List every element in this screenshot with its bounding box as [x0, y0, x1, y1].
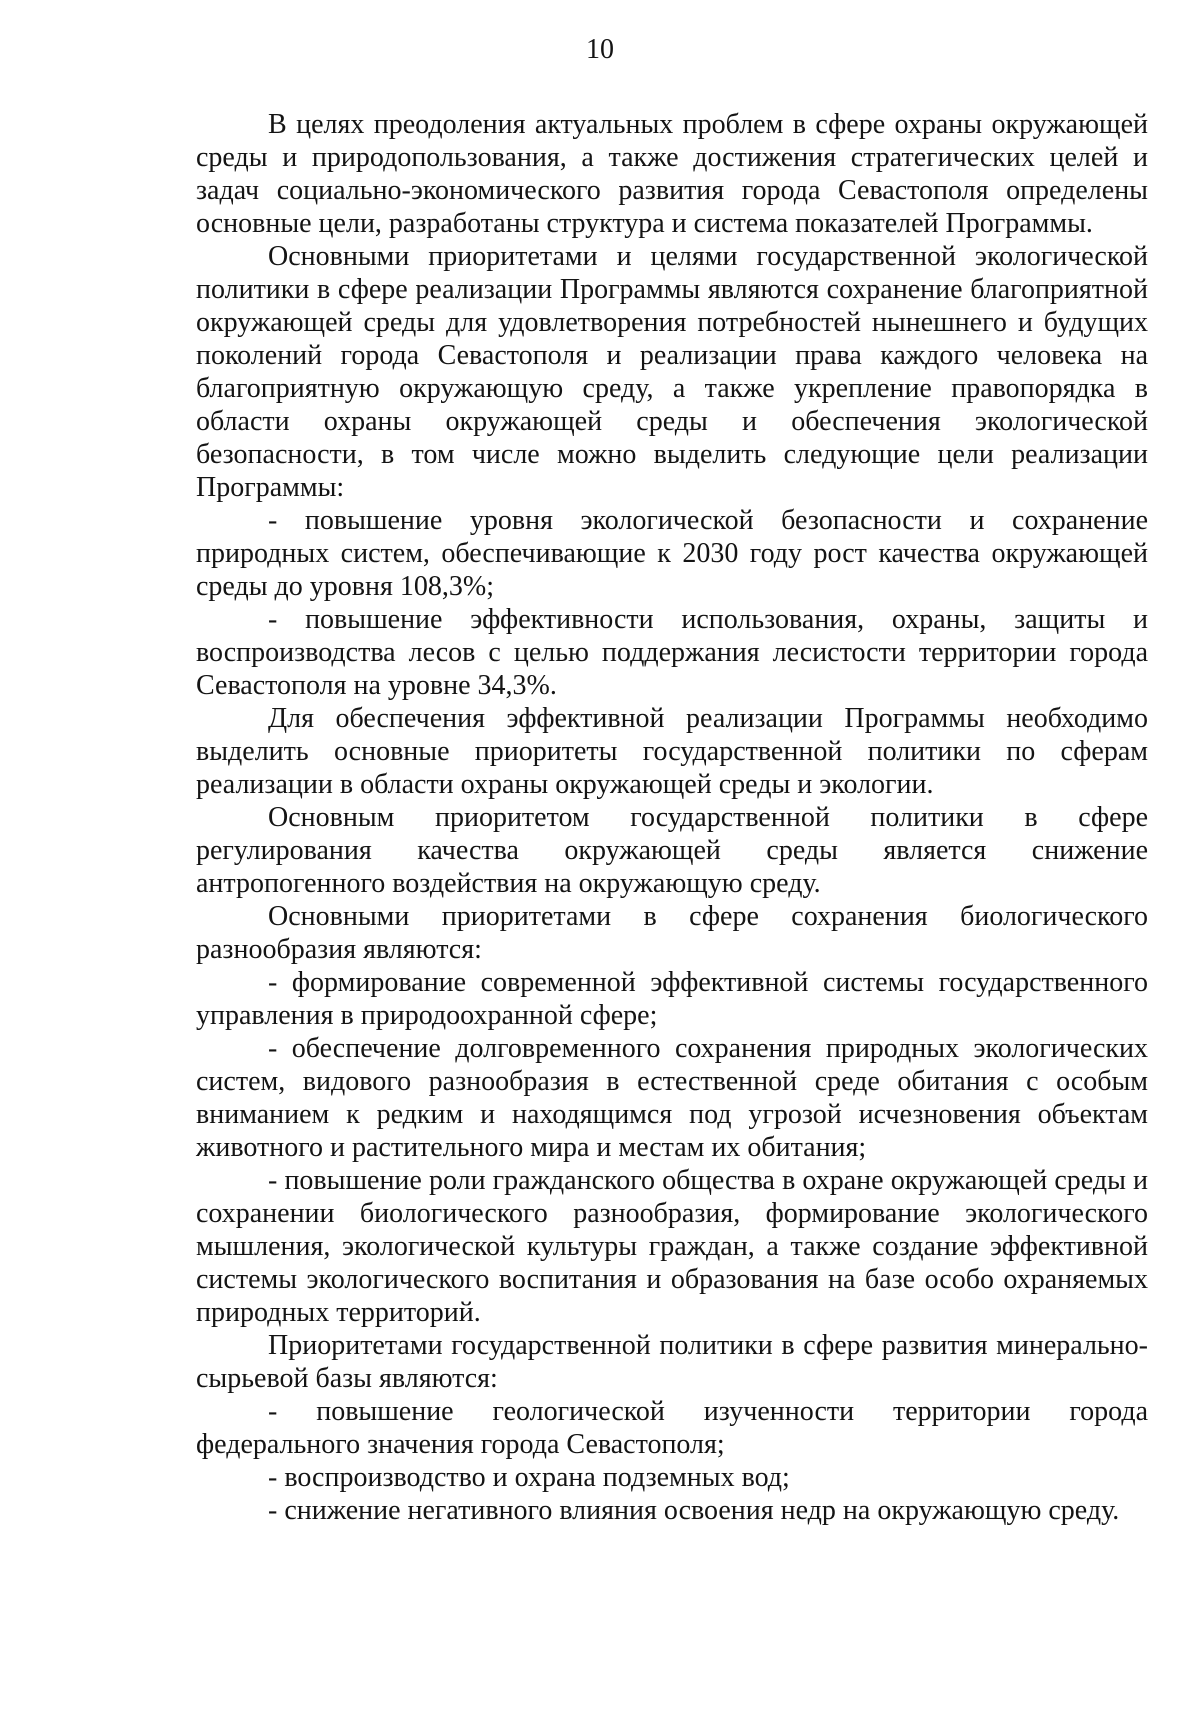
list-item-groundwater: - воспроизводство и охрана подземных вод;	[268, 1462, 790, 1493]
list-item-governance-system: - формирование современной эффективной системы государственного управления в природоохранной сфере;	[196, 967, 1148, 1031]
paragraph-priorities: Основными приоритетами и целями государственной экологической политики в сфере реализации Программы являются сохранение благоприятной окружающей среды для удовлетворения потребностей нынешнего и будущих поколений города Севастополя и реализации права каждого человека на благоприятную окружающую среду, а также укрепление правопорядка в области охраны окружающей среды и обеспечения экологической безопасности, в том числе можно выделить следующие цели реализации Программы:	[196, 241, 1148, 503]
document-body	[196, 108, 1148, 1527]
list-item-goal-forests: - повышение эффективности использования, охраны, защиты и воспроизводства лесов с целью поддержания лесистости территории города Севастополя на уровне 34,3%.	[196, 604, 1148, 701]
list-item-ecosystem-conservation: - обеспечение долговременного сохранения природных экологических систем, видового разнообразия в естественной среде обитания с особым вниманием к редким и находящимся под угрозой исчезновения объектам животного и растительного мира и местам их обитания;	[196, 1033, 1148, 1163]
list-item-geological-study: - повышение геологической изученности территории города федерального значения города Севастополя;	[196, 1396, 1148, 1460]
paragraph-policy-spheres: Для обеспечения эффективной реализации Программы необходимо выделить основные приоритеты государственной политики по сферам реализации в области охраны окружающей среды и экологии.	[196, 703, 1148, 800]
page-number: 10	[586, 34, 614, 65]
list-item-subsoil-impact: - снижение негативного влияния освоения недр на окружающую среду.	[268, 1495, 1120, 1526]
list-item-civil-society: - повышение роли гражданского общества в охране окружающей среды и сохранении биологического разнообразия, формирование экологического мышления, экологической культуры граждан, а также создание эффективной системы экологического воспитания и образования на базе особо охраняемых природных территорий.	[196, 1165, 1148, 1328]
paragraph-intro: В целях преодоления актуальных проблем в сфере охраны окружающей среды и природопользования, а также достижения стратегических целей и задач социально-экономического развития города Севастополя определены основные цели, разработаны структура и система показателей Программы.	[196, 109, 1148, 239]
list-item-goal-ecological-safety: - повышение уровня экологической безопасности и сохранение природных систем, обеспечивающие к 2030 году рост качества окружающей среды до уровня 108,3%;	[196, 505, 1148, 602]
paragraph-mineral-resources: Приоритетами государственной политики в сфере развития минерально-сырьевой базы являются:	[196, 1330, 1148, 1394]
paragraph-biodiversity-priorities: Основными приоритетами в сфере сохранения биологического разнообразия являются:	[196, 901, 1148, 965]
paragraph-environment-quality: Основным приоритетом государственной политики в сфере регулирования качества окружающей среды является снижение антропогенного воздействия на окружающую среду.	[196, 802, 1148, 899]
